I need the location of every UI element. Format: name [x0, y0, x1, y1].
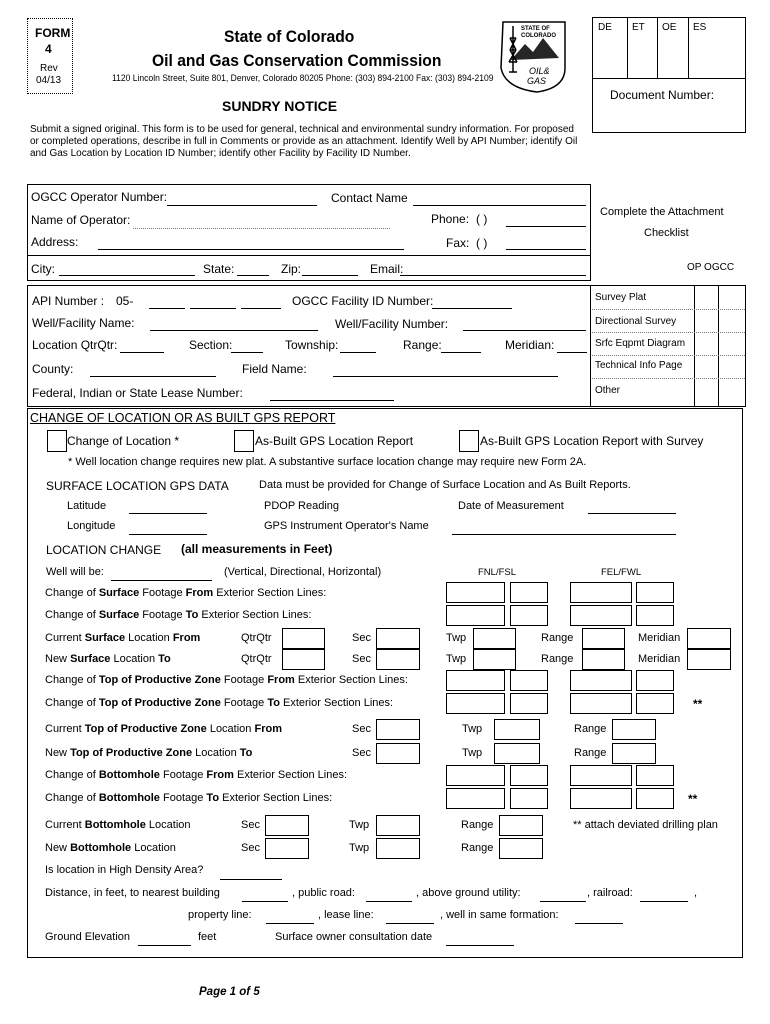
current-tpz-location-label: Current Top of Productive Zone Location From: [45, 723, 282, 735]
gps-operator-label: GPS Instrument Operator's Name: [264, 520, 429, 532]
gps-operator-field[interactable]: [452, 534, 676, 535]
as-built-gps-checkbox[interactable]: [234, 430, 254, 452]
instructions-2: or completed operations, describe in full in Comments or provide as an attachment. Identify Well by API Number; identify Oil: [30, 136, 578, 147]
status-sep-2: [657, 17, 658, 78]
surface-to-fel[interactable]: [570, 605, 632, 626]
tpz-from-fnl-dir[interactable]: [510, 670, 548, 691]
status-box-group: [592, 17, 746, 133]
new-surface-range-label: Range: [541, 653, 574, 665]
meridian-label: Meridian:: [505, 338, 555, 352]
feet-label: feet: [198, 931, 217, 943]
tpz-from-fel-dir[interactable]: [636, 670, 674, 691]
ogcc-operator-number-field[interactable]: [167, 205, 317, 206]
commission-title: Oil and Gas Conservation Commission: [152, 51, 442, 70]
new-surface-twp-label: Twp: [446, 653, 467, 665]
page-number: Page 1 of 5: [199, 986, 260, 998]
current-bh-location-label: Current Bottomhole Location: [45, 819, 191, 831]
well-facility-number-field[interactable]: [463, 330, 586, 331]
bh-from-fnl[interactable]: [446, 765, 505, 786]
instructions-3: and Gas Location by Location ID Number; identify other Facility by Facility ID Number.: [30, 148, 411, 159]
location-qtrqtr-label: Location QtrQtr:: [32, 338, 118, 352]
attachment-title-2: Checklist: [644, 227, 689, 239]
name-of-operator-label: Name of Operator:: [31, 213, 131, 227]
attachment-row-sep-4: [590, 378, 745, 379]
tpz-to-fnl-dir[interactable]: [510, 693, 548, 714]
instructions-1: Submit a signed original. This form is to be used for general, technical and environmental sundry information. For proposed: [30, 124, 574, 135]
bh-to-fel-dir[interactable]: [636, 788, 674, 809]
surface-owner-label: Surface owner consultation date: [275, 931, 433, 943]
longitude-label: Longitude: [67, 520, 116, 532]
gps-data-note: Data must be provided for Change of Surface Location and As Built Reports.: [259, 479, 631, 491]
city-field[interactable]: [59, 275, 195, 276]
current-tpz-sec-label: Sec: [352, 723, 371, 735]
attachment-item-technical-info: Technical Info Page: [595, 360, 683, 371]
public-road-field[interactable]: [366, 901, 412, 902]
surface-to-fnl-dir[interactable]: [510, 605, 548, 626]
attachment-col-headers: OP OGCC: [687, 262, 735, 273]
surface-owner-field[interactable]: [446, 945, 514, 946]
current-surface-sec[interactable]: [376, 628, 420, 649]
tpz-to-fel-dir[interactable]: [636, 693, 674, 714]
fax-paren: ( ): [476, 236, 488, 250]
contact-name-field[interactable]: [413, 205, 586, 206]
fax-field[interactable]: [506, 249, 586, 250]
meridian-field[interactable]: [557, 352, 587, 353]
attachment-item-srfc-eqpmt: Srfc Eqpmt Diagram: [595, 338, 686, 349]
attachment-item-directional-survey: Directional Survey: [595, 316, 677, 327]
fnl-fsl-header: FNL/FSL: [478, 567, 517, 578]
current-tpz-twp[interactable]: [494, 719, 540, 740]
address-label: Address:: [31, 235, 79, 249]
api-prefix: 05-: [116, 294, 134, 308]
well-will-be-field[interactable]: [111, 580, 212, 581]
change-of-location-checkbox[interactable]: [47, 430, 67, 452]
logo-state-of: STATE OF: [521, 26, 550, 32]
above-ground-utility-label: , above ground utility:: [416, 887, 521, 899]
rev-label: Rev: [40, 63, 58, 74]
tpz-footage-to-label: Change of Top of Productive Zone Footage To Exterior Section Lines:: [45, 697, 394, 709]
new-tpz-twp[interactable]: [494, 743, 540, 764]
current-tpz-sec[interactable]: [376, 719, 420, 740]
distance-building-field[interactable]: [242, 901, 288, 902]
attachment-title-1: Complete the Attachment: [600, 206, 724, 218]
township-field[interactable]: [340, 352, 376, 353]
attachment-item-other: Other: [595, 385, 621, 396]
fax-label: Fax:: [446, 236, 470, 250]
current-surface-qtrqtr-label: QtrQtr: [241, 632, 272, 644]
well-facility-number-label: Well/Facility Number:: [335, 317, 449, 331]
ogcc-facility-id-field[interactable]: [432, 308, 512, 309]
well-facility-name-field[interactable]: [150, 330, 318, 331]
api-field-3[interactable]: [241, 308, 281, 309]
ground-elevation-label: Ground Elevation: [45, 931, 130, 943]
latitude-field[interactable]: [129, 513, 207, 514]
new-tpz-sec[interactable]: [376, 743, 420, 764]
form-label: FORM: [35, 26, 71, 40]
current-surface-range[interactable]: [582, 628, 625, 649]
new-surface-sec-label: Sec: [352, 653, 371, 665]
new-bh-range[interactable]: [499, 838, 543, 859]
status-sep-1: [627, 17, 628, 78]
tpz-to-fel[interactable]: [570, 693, 632, 714]
name-of-operator-field[interactable]: [133, 228, 390, 229]
form-number: 4: [45, 42, 52, 56]
lease-line-label: , lease line:: [318, 909, 374, 921]
zip-label: Zip:: [281, 262, 302, 276]
current-tpz-range-label: Range: [574, 723, 607, 735]
section-label: Section:: [189, 338, 233, 352]
new-tpz-range[interactable]: [612, 743, 656, 764]
bh-to-fnl[interactable]: [446, 788, 505, 809]
as-built-gps-label: As-Built GPS Location Report: [255, 434, 414, 448]
surface-from-fnl-dir[interactable]: [510, 582, 548, 603]
well-will-be-label: Well will be:: [46, 566, 104, 578]
attachment-row-sep-1: [590, 309, 745, 310]
phone-field[interactable]: [506, 226, 586, 227]
date-of-measurement-field[interactable]: [588, 513, 676, 514]
new-bh-twp[interactable]: [376, 838, 420, 859]
new-surface-sec[interactable]: [376, 649, 420, 670]
bh-to-fnl-dir[interactable]: [510, 788, 548, 809]
new-surface-location-label: New Surface Location To: [45, 653, 171, 665]
current-bh-twp[interactable]: [376, 815, 420, 836]
new-bh-sec[interactable]: [265, 838, 309, 859]
as-built-gps-survey-checkbox[interactable]: [459, 430, 479, 452]
above-ground-utility-field[interactable]: [540, 901, 586, 902]
surface-from-fnl[interactable]: [446, 582, 505, 603]
attachment-col-sep-1: [694, 285, 695, 406]
distance-building-label: Distance, in feet, to nearest building: [45, 887, 220, 899]
railroad-field[interactable]: [640, 901, 688, 902]
new-bh-sec-label: Sec: [241, 842, 260, 854]
current-surface-location-label: Current Surface Location From: [45, 632, 201, 644]
address-field[interactable]: [98, 249, 404, 250]
api-field-1[interactable]: [149, 308, 185, 309]
new-tpz-range-label: Range: [574, 747, 607, 759]
current-tpz-twp-label: Twp: [462, 723, 483, 735]
api-field-2[interactable]: [190, 308, 236, 309]
township-label: Township:: [285, 338, 339, 352]
location-change-heading: LOCATION CHANGE: [46, 543, 162, 557]
status-es: ES: [693, 22, 707, 33]
all-measurements-note: (all measurements in Feet): [181, 542, 333, 556]
tpz-footage-from-label: Change of Top of Productive Zone Footage From Exterior Section Lines:: [45, 674, 408, 686]
bh-double-star: **: [688, 792, 698, 806]
status-oe: OE: [662, 22, 677, 33]
colorado-oil-gas-logo: [497, 18, 569, 94]
attachment-row-sep-3: [590, 355, 745, 356]
document-number-label: Document Number:: [610, 88, 715, 102]
api-number-label: API Number :: [32, 294, 105, 308]
attachment-col-sep-2: [718, 285, 719, 406]
gps-data-heading: SURFACE LOCATION GPS DATA: [46, 479, 229, 493]
email-label: Email:: [370, 262, 404, 276]
email-field[interactable]: [400, 275, 586, 276]
same-formation-label: , well in same formation:: [440, 909, 559, 921]
current-surface-twp-label: Twp: [446, 632, 467, 644]
tpz-double-star: **: [693, 697, 703, 711]
current-surface-twp[interactable]: [473, 628, 516, 649]
property-line-field[interactable]: [266, 923, 314, 924]
tpz-from-fnl[interactable]: [446, 670, 505, 691]
current-surface-qtrqtr[interactable]: [282, 628, 325, 649]
ogcc-operator-number-label: OGCC Operator Number:: [31, 190, 168, 204]
high-density-label: Is location in High Density Area?: [45, 864, 204, 876]
tpz-from-fel[interactable]: [570, 670, 632, 691]
new-bh-twp-label: Twp: [349, 842, 370, 854]
fel-fwl-header: FEL/FWL: [601, 567, 642, 578]
ground-elevation-field[interactable]: [138, 945, 191, 946]
zip-field[interactable]: [302, 275, 358, 276]
city-label: City:: [31, 262, 55, 276]
new-bh-location-label: New Bottomhole Location: [45, 842, 176, 854]
range-field[interactable]: [441, 352, 481, 353]
ogcc-facility-id-label: OGCC Facility ID Number:: [292, 294, 434, 308]
field-name-label: Field Name:: [242, 362, 307, 376]
surface-to-fel-dir[interactable]: [636, 605, 674, 626]
logo-colorado: COLORADO: [521, 33, 556, 39]
surface-from-fel-dir[interactable]: [636, 582, 674, 603]
new-bh-range-label: Range: [461, 842, 494, 854]
status-divider: [592, 78, 745, 79]
current-surface-meridian-label: Meridian: [638, 632, 681, 644]
section-field[interactable]: [231, 352, 263, 353]
bh-from-fnl-dir[interactable]: [510, 765, 548, 786]
lease-number-field[interactable]: [270, 400, 394, 401]
lease-line-field[interactable]: [386, 923, 434, 924]
surface-footage-from-label: Change of Surface Footage From Exterior Section Lines:: [45, 587, 327, 599]
new-surface-qtrqtr-label: QtrQtr: [241, 653, 272, 665]
new-surface-meridian[interactable]: [687, 649, 731, 670]
pdop-label: PDOP Reading: [264, 500, 340, 512]
status-de: DE: [598, 22, 612, 33]
state-field[interactable]: [237, 275, 269, 276]
public-road-label: , public road:: [292, 887, 355, 899]
current-surface-meridian[interactable]: [687, 628, 731, 649]
operator-divider: [27, 255, 590, 256]
change-of-location-label: Change of Location *: [67, 434, 180, 448]
logo-gas: GAS: [527, 76, 547, 86]
well-facility-name-label: Well/Facility Name:: [32, 316, 135, 330]
current-surface-sec-label: Sec: [352, 632, 371, 644]
state-title: State of Colorado: [224, 27, 355, 46]
county-field[interactable]: [90, 376, 216, 377]
surface-from-fel[interactable]: [570, 582, 632, 603]
attachment-row-sep-2: [590, 332, 745, 333]
new-surface-qtrqtr[interactable]: [282, 649, 325, 670]
new-tpz-location-label: New Top of Productive Zone Location To: [45, 747, 253, 759]
surface-footage-to-label: Change of Surface Footage To Exterior Section Lines:: [45, 609, 312, 621]
new-surface-twp[interactable]: [473, 649, 516, 670]
current-bh-sec[interactable]: [265, 815, 309, 836]
new-tpz-sec-label: Sec: [352, 747, 371, 759]
status-sep-3: [688, 17, 689, 78]
railroad-comma: ,: [694, 887, 698, 899]
bh-footage-to-label: Change of Bottomhole Footage To Exterior Section Lines:: [45, 792, 333, 804]
state-label: State:: [203, 262, 235, 276]
range-label: Range:: [403, 338, 442, 352]
bh-from-fel[interactable]: [570, 765, 632, 786]
surface-to-fnl[interactable]: [446, 605, 505, 626]
new-surface-range[interactable]: [582, 649, 625, 670]
current-bh-twp-label: Twp: [349, 819, 370, 831]
change-heading: CHANGE OF LOCATION OR AS BUILT GPS REPORT: [30, 411, 336, 425]
current-bh-range-label: Range: [461, 819, 494, 831]
commission-address: 1120 Lincoln Street, Suite 801, Denver, Colorado 80205 Phone: (303) 894-2100 Fax: (303) 894-2109: [112, 73, 494, 84]
current-surface-range-label: Range: [541, 632, 574, 644]
bh-to-fel[interactable]: [570, 788, 632, 809]
rev-date: 04/13: [36, 75, 62, 86]
field-name-field[interactable]: [333, 376, 558, 377]
lease-number-label: Federal, Indian or State Lease Number:: [32, 386, 243, 400]
date-of-measurement-label: Date of Measurement: [458, 500, 564, 512]
sundry-notice-title: SUNDRY NOTICE: [222, 98, 338, 114]
qtrqtr-field[interactable]: [120, 352, 164, 353]
same-formation-field[interactable]: [575, 923, 623, 924]
current-bh-sec-label: Sec: [241, 819, 260, 831]
vdh-note: (Vertical, Directional, Horizontal): [224, 566, 382, 578]
bh-from-fel-dir[interactable]: [636, 765, 674, 786]
new-surface-meridian-label: Meridian: [638, 653, 681, 665]
new-tpz-twp-label: Twp: [462, 747, 483, 759]
status-et: ET: [632, 22, 645, 33]
high-density-field[interactable]: [220, 879, 282, 880]
tpz-to-fnl[interactable]: [446, 693, 505, 714]
phone-label: Phone:: [431, 212, 470, 226]
phone-paren: ( ): [476, 212, 488, 226]
logo-oil: OIL&: [529, 66, 550, 76]
property-line-label: property line:: [188, 909, 252, 921]
current-bh-range[interactable]: [499, 815, 543, 836]
railroad-label: , railroad:: [587, 887, 633, 899]
longitude-field[interactable]: [129, 534, 207, 535]
attachment-item-survey-plat: Survey Plat: [595, 292, 647, 303]
attach-deviated-plan-note: ** attach deviated drilling plan: [573, 819, 718, 831]
latitude-label: Latitude: [67, 500, 107, 512]
as-built-gps-survey-label: As-Built GPS Location Report with Survey: [480, 434, 704, 448]
county-label: County:: [32, 362, 74, 376]
contact-name-label: Contact Name: [331, 191, 408, 205]
location-change-footnote: * Well location change requires new plat. A substantive surface location change may require new Form 2A.: [68, 456, 587, 468]
bh-footage-from-label: Change of Bottomhole Footage From Exterior Section Lines:: [45, 769, 348, 781]
current-tpz-range[interactable]: [612, 719, 656, 740]
